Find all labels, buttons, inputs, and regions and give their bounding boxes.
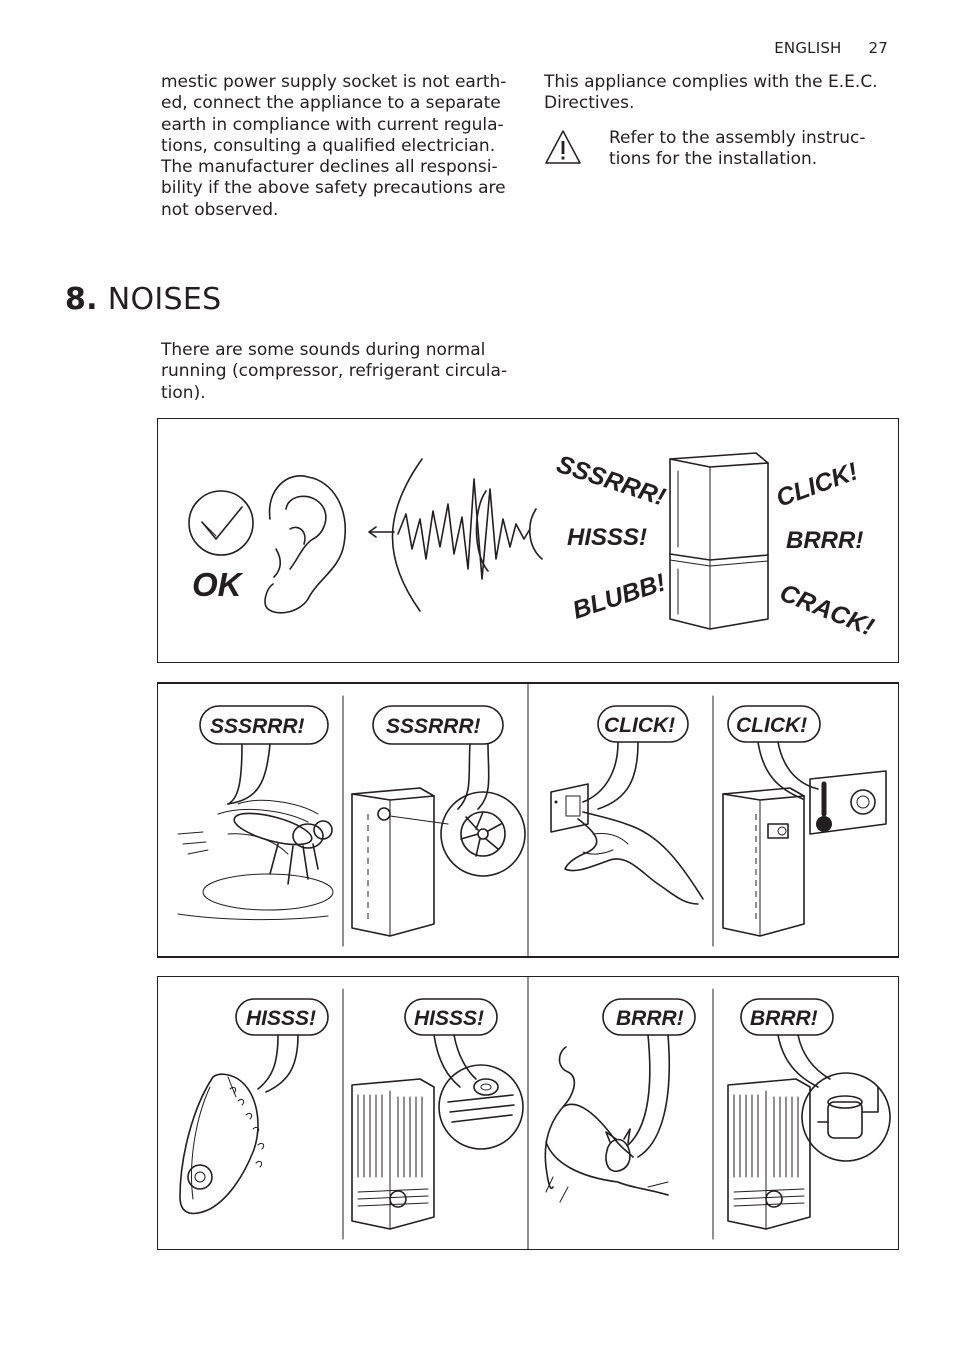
bubble-brrr-compressor: BRRR! — [750, 1007, 818, 1030]
intro-right-line: This appliance complies with the E.E.C. — [544, 72, 878, 92]
fly-icon — [178, 800, 333, 919]
bubble-sssrrr-fan: SSSRRR! — [386, 715, 481, 738]
warning-text — [609, 128, 889, 171]
figure-row-sssrrr-click — [157, 682, 899, 958]
fridge-icon — [670, 453, 768, 629]
intro-left-line: ed, connect the appliance to a separate — [161, 93, 501, 114]
intro-left-line: mestic power supply socket is not earth- — [161, 72, 507, 92]
intro-left-line: not observed. — [161, 199, 279, 220]
check-circle-icon — [189, 491, 253, 555]
header-language: ENGLISH — [774, 39, 842, 57]
thermostat-icon — [723, 771, 886, 936]
page-header — [752, 39, 888, 57]
bubble-click-switch: CLICK! — [604, 714, 676, 737]
steam-iron-icon — [180, 1074, 264, 1213]
sound-blubb-label: BLUBB! — [569, 568, 669, 625]
section-body — [161, 340, 521, 404]
sound-brrr-label: BRRR! — [786, 527, 864, 554]
row1-illustration — [158, 684, 898, 956]
intro-left-line: tions, consulting a qualified electrician. — [161, 135, 496, 156]
figure-row-hisss-brrr — [157, 976, 899, 1250]
bubble-click-thermostat: CLICK! — [736, 714, 808, 737]
hand-icon — [565, 812, 703, 904]
compressor-icon — [728, 1073, 890, 1229]
sound-wave-icon — [392, 459, 542, 611]
section-heading — [65, 282, 221, 317]
figure-overview-panel — [157, 418, 899, 663]
bubble-sssrrr-fly: SSSRRR! — [210, 715, 305, 738]
section-title: NOISES — [107, 282, 222, 317]
sound-hisss-label: HISSS! — [567, 524, 648, 551]
fan-icon — [352, 788, 525, 936]
intro-right-line: Directives. — [544, 93, 635, 114]
bubble-hisss-iron: HISSS! — [246, 1007, 317, 1030]
section-body-line: running (compressor, refrigerant circula- — [161, 361, 508, 382]
sound-sssrrr-label: SSSRRR! — [553, 450, 669, 512]
intro-right-text — [544, 72, 904, 115]
warning-triangle-icon — [543, 128, 583, 168]
sound-click-label: CLICK! — [772, 457, 862, 513]
page-number: 27 — [868, 39, 888, 57]
sound-crack-label: CRACK! — [775, 578, 878, 642]
ok-label: OK — [192, 566, 242, 603]
condenser-coil-icon — [352, 1065, 523, 1229]
row2-illustration — [158, 977, 898, 1249]
intro-left-line: bility if the above safety precautions are — [161, 178, 506, 199]
ear-icon — [265, 476, 345, 613]
section-body-line: tion). — [161, 382, 206, 403]
section-body-line: There are some sounds during normal — [161, 340, 486, 360]
intro-left-line: earth in compliance with current regula- — [161, 114, 504, 135]
intro-left-text — [161, 72, 521, 221]
warning-line: tions for the installation. — [609, 149, 818, 170]
overview-illustration — [158, 419, 898, 662]
light-switch-icon — [551, 784, 588, 832]
intro-left-line: The manufacturer declines all responsi- — [161, 157, 498, 178]
warning-line: Refer to the assembly instruc- — [609, 128, 866, 148]
section-number: 8. — [65, 282, 98, 317]
bubble-brrr-cat: BRRR! — [616, 1007, 684, 1030]
bubble-hisss-coil: HISSS! — [414, 1007, 485, 1030]
